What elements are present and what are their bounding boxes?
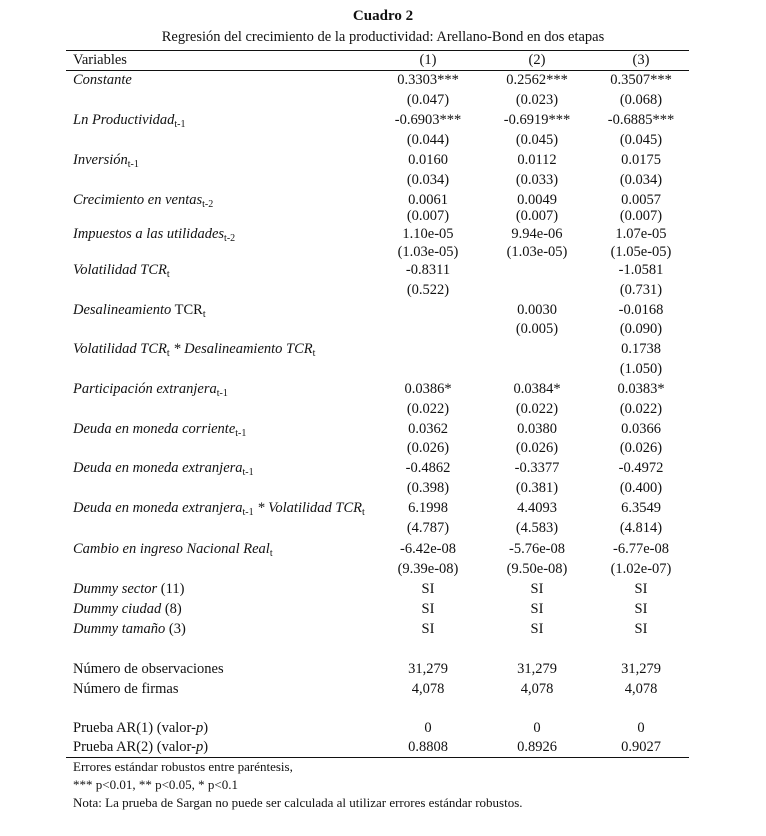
coefficient-cell: -0.8311: [405, 262, 451, 278]
test-label: [73, 739, 208, 756]
coefficient-cell: -1.0581: [618, 262, 664, 278]
subscript: t-1: [242, 467, 254, 478]
std-error-cell: (4.583): [515, 520, 559, 536]
std-error-cell: (1.050): [619, 361, 663, 377]
dummy-label: [73, 621, 186, 638]
coefficient-cell: 1.10e-05: [402, 226, 454, 242]
coefficient-cell: 0.0061: [408, 192, 448, 208]
coefficient-cell: 0.3507***: [610, 72, 672, 88]
header-col-3: (3): [632, 52, 650, 68]
std-error-cell: (0.022): [406, 401, 450, 417]
note-sargan: Nota: La prueba de Sargan no puede ser calculada al utilizar errores estándar robustos.: [73, 795, 523, 810]
variable-name: Ln Productividad: [73, 112, 175, 128]
dummy-count: (3): [165, 621, 186, 637]
std-error-cell: (0.026): [619, 440, 663, 456]
test-label: [73, 720, 208, 737]
std-error-cell: (0.022): [515, 401, 559, 417]
coefficient-cell: 0.2562***: [506, 72, 568, 88]
std-error-cell: (0.005): [515, 321, 559, 337]
std-error-cell: (0.033): [515, 172, 559, 188]
std-error-cell: (0.090): [619, 321, 663, 337]
std-error-cell: (1.03e-05): [397, 244, 459, 260]
coefficient-cell: -0.0168: [618, 302, 664, 318]
variable-name: Cambio en ingreso Nacional Real: [73, 541, 270, 557]
dummy-count: (8): [161, 601, 182, 617]
dummy-value: SI: [634, 601, 648, 617]
std-error-cell: (1.05e-05): [610, 244, 672, 260]
variable-name: Desalineamiento: [73, 302, 172, 318]
stat-value: 31,279: [621, 661, 661, 677]
variable-label: [73, 192, 213, 209]
dummy-name: Dummy ciudad: [73, 601, 162, 617]
variable-name: Participación extranjera: [73, 381, 217, 397]
coefficient-cell: -0.6903***: [394, 112, 462, 128]
variable-name: Deuda en moneda extranjera: [73, 500, 243, 516]
coefficient-cell: 9.94e-06: [511, 226, 563, 242]
variable-label: [73, 460, 254, 477]
std-error-cell: (0.068): [619, 92, 663, 108]
std-error-cell: (0.522): [406, 282, 450, 298]
std-error-cell: (0.022): [619, 401, 663, 417]
test-name: Prueba AR(1) (valor-: [73, 720, 196, 736]
dummy-value: SI: [634, 621, 648, 637]
coefficient-cell: 0.3303***: [397, 72, 459, 88]
p-symbol: p: [195, 720, 204, 736]
coefficient-cell: 0.0057: [621, 192, 661, 208]
p-symbol: p: [195, 739, 204, 755]
coefficient-cell: 6.1998: [408, 500, 448, 516]
stat-value: 4,078: [624, 681, 658, 697]
variable-name: Volatilidad TCR: [73, 262, 167, 278]
dummy-value: SI: [530, 581, 544, 597]
variable-label: [73, 381, 228, 398]
test-value: 0: [533, 720, 541, 736]
test-value: 0.8808: [408, 739, 448, 755]
variable-name: Deuda en moneda extranjera: [73, 460, 243, 476]
variable-label: [73, 421, 246, 438]
table-title: Cuadro 2: [352, 8, 414, 24]
coefficient-cell: -0.3377: [514, 460, 560, 476]
dummy-name: Dummy tamaño: [73, 621, 166, 637]
variable-label: [73, 500, 365, 517]
std-error-cell: (4.814): [619, 520, 663, 536]
coefficient-cell: 0.0380: [517, 421, 557, 437]
coefficient-cell: 0.0160: [408, 152, 448, 168]
dummy-label: [73, 581, 184, 598]
stat-value: 31,279: [408, 661, 448, 677]
dummy-value: SI: [634, 581, 648, 597]
test-value: 0: [424, 720, 432, 736]
std-error-cell: (0.023): [515, 92, 559, 108]
subscript: t: [166, 348, 170, 359]
dummy-value: SI: [421, 601, 435, 617]
dummy-value: SI: [530, 621, 544, 637]
subscript: t-2: [202, 199, 214, 210]
header-rule: [66, 70, 689, 71]
std-error-cell: (1.03e-05): [506, 244, 568, 260]
variable-name: * Volatilidad TCR: [253, 500, 363, 516]
dummy-label: [73, 601, 182, 618]
coefficient-cell: 0.0112: [517, 152, 557, 168]
variable-name: Constante: [73, 72, 132, 88]
std-error-cell: (0.007): [515, 208, 559, 224]
variable-label: [73, 262, 170, 279]
subscript: t: [269, 548, 273, 559]
std-error-cell: (0.398): [406, 480, 450, 496]
coefficient-cell: -0.4862: [405, 460, 451, 476]
coefficient-cell: 0.1738: [621, 341, 661, 357]
std-error-cell: (0.007): [619, 208, 663, 224]
subscript: t: [312, 348, 316, 359]
test-value: 0: [637, 720, 645, 736]
subscript: t-1: [216, 388, 228, 399]
subscript: t-2: [224, 233, 236, 244]
variable-label: [73, 302, 206, 319]
std-error-cell: (4.787): [406, 520, 450, 536]
std-error-cell: (0.034): [619, 172, 663, 188]
subscript: t: [202, 309, 206, 320]
test-name: Prueba AR(2) (valor-: [73, 739, 196, 755]
variable-name-roman: TCR: [171, 302, 203, 318]
coefficient-cell: 0.0362: [408, 421, 448, 437]
coefficient-cell: 6.3549: [621, 500, 661, 516]
top-rule: [66, 50, 689, 51]
variable-label: [73, 72, 132, 89]
variable-label: [73, 341, 315, 358]
variable-name: * Desalineamiento TCR: [169, 341, 313, 357]
test-close: ): [203, 739, 209, 755]
header-variables: Variables: [73, 52, 127, 68]
coefficient-cell: 1.07e-05: [615, 226, 667, 242]
note-standard-errors: Errores estándar robustos entre paréntesis,: [73, 759, 293, 774]
coefficient-cell: -0.6885***: [607, 112, 675, 128]
std-error-cell: (0.034): [406, 172, 450, 188]
test-value: 0.8926: [517, 739, 557, 755]
stat-label: Número de firmas: [73, 681, 179, 697]
stat-value: 4,078: [411, 681, 445, 697]
variable-name: Deuda en moneda corriente: [73, 421, 236, 437]
std-error-cell: (0.026): [406, 440, 450, 456]
variable-label: [73, 152, 139, 169]
variable-name: Volatilidad TCR: [73, 341, 167, 357]
std-error-cell: (0.047): [406, 92, 450, 108]
table-subtitle: Regresión del crecimiento de la productividad: Arellano-Bond en dos etapas: [161, 29, 605, 45]
coefficient-cell: 0.0386*: [404, 381, 452, 397]
coefficient-cell: 4.4093: [517, 500, 557, 516]
coefficient-cell: 0.0030: [517, 302, 557, 318]
coefficient-cell: 0.0049: [517, 192, 557, 208]
subscript: t: [166, 269, 170, 280]
coefficient-cell: -5.76e-08: [509, 541, 565, 557]
coefficient-cell: -6.77e-08: [613, 541, 669, 557]
dummy-count: (11): [157, 581, 185, 597]
std-error-cell: (0.045): [619, 132, 663, 148]
bottom-rule: [66, 757, 689, 758]
dummy-value: SI: [530, 601, 544, 617]
std-error-cell: (0.026): [515, 440, 559, 456]
coefficient-cell: -6.42e-08: [400, 541, 456, 557]
dummy-value: SI: [421, 581, 435, 597]
dummy-name: Dummy sector: [73, 581, 158, 597]
header-col-2: (2): [528, 52, 546, 68]
variable-name: Crecimiento en ventas: [73, 192, 203, 208]
subscript: t-1: [127, 159, 139, 170]
test-value: 0.9027: [621, 739, 661, 755]
std-error-cell: (9.39e-08): [397, 561, 459, 577]
coefficient-cell: 0.0383*: [617, 381, 665, 397]
stat-value: 31,279: [517, 661, 557, 677]
stat-label: Número de observaciones: [73, 661, 224, 677]
coefficient-cell: 0.0366: [621, 421, 661, 437]
coefficient-cell: -0.6919***: [503, 112, 571, 128]
test-close: ): [203, 720, 209, 736]
subscript: t: [362, 507, 365, 518]
variable-label: [73, 226, 235, 243]
variable-name: Impuestos a las utilidades: [73, 226, 225, 242]
std-error-cell: (0.400): [619, 480, 663, 496]
coefficient-cell: 0.0175: [621, 152, 661, 168]
std-error-cell: (0.044): [406, 132, 450, 148]
dummy-value: SI: [421, 621, 435, 637]
stat-value: 4,078: [520, 681, 554, 697]
std-error-cell: (1.02e-07): [610, 561, 672, 577]
coefficient-cell: 0.0384*: [513, 381, 561, 397]
std-error-cell: (9.50e-08): [506, 561, 568, 577]
std-error-cell: (0.007): [406, 208, 450, 224]
header-col-1: (1): [419, 52, 437, 68]
variable-label: [73, 112, 185, 129]
std-error-cell: (0.045): [515, 132, 559, 148]
subscript: t-1: [235, 428, 247, 439]
std-error-cell: (0.381): [515, 480, 559, 496]
variable-name: Inversión: [73, 152, 128, 168]
subscript: t-1: [174, 119, 186, 130]
std-error-cell: (0.731): [619, 282, 663, 298]
subscript: t-1: [242, 507, 254, 518]
coefficient-cell: -0.4972: [618, 460, 664, 476]
variable-label: [73, 541, 273, 558]
note-significance: *** p<0.01, ** p<0.05, * p<0.1: [73, 777, 238, 792]
